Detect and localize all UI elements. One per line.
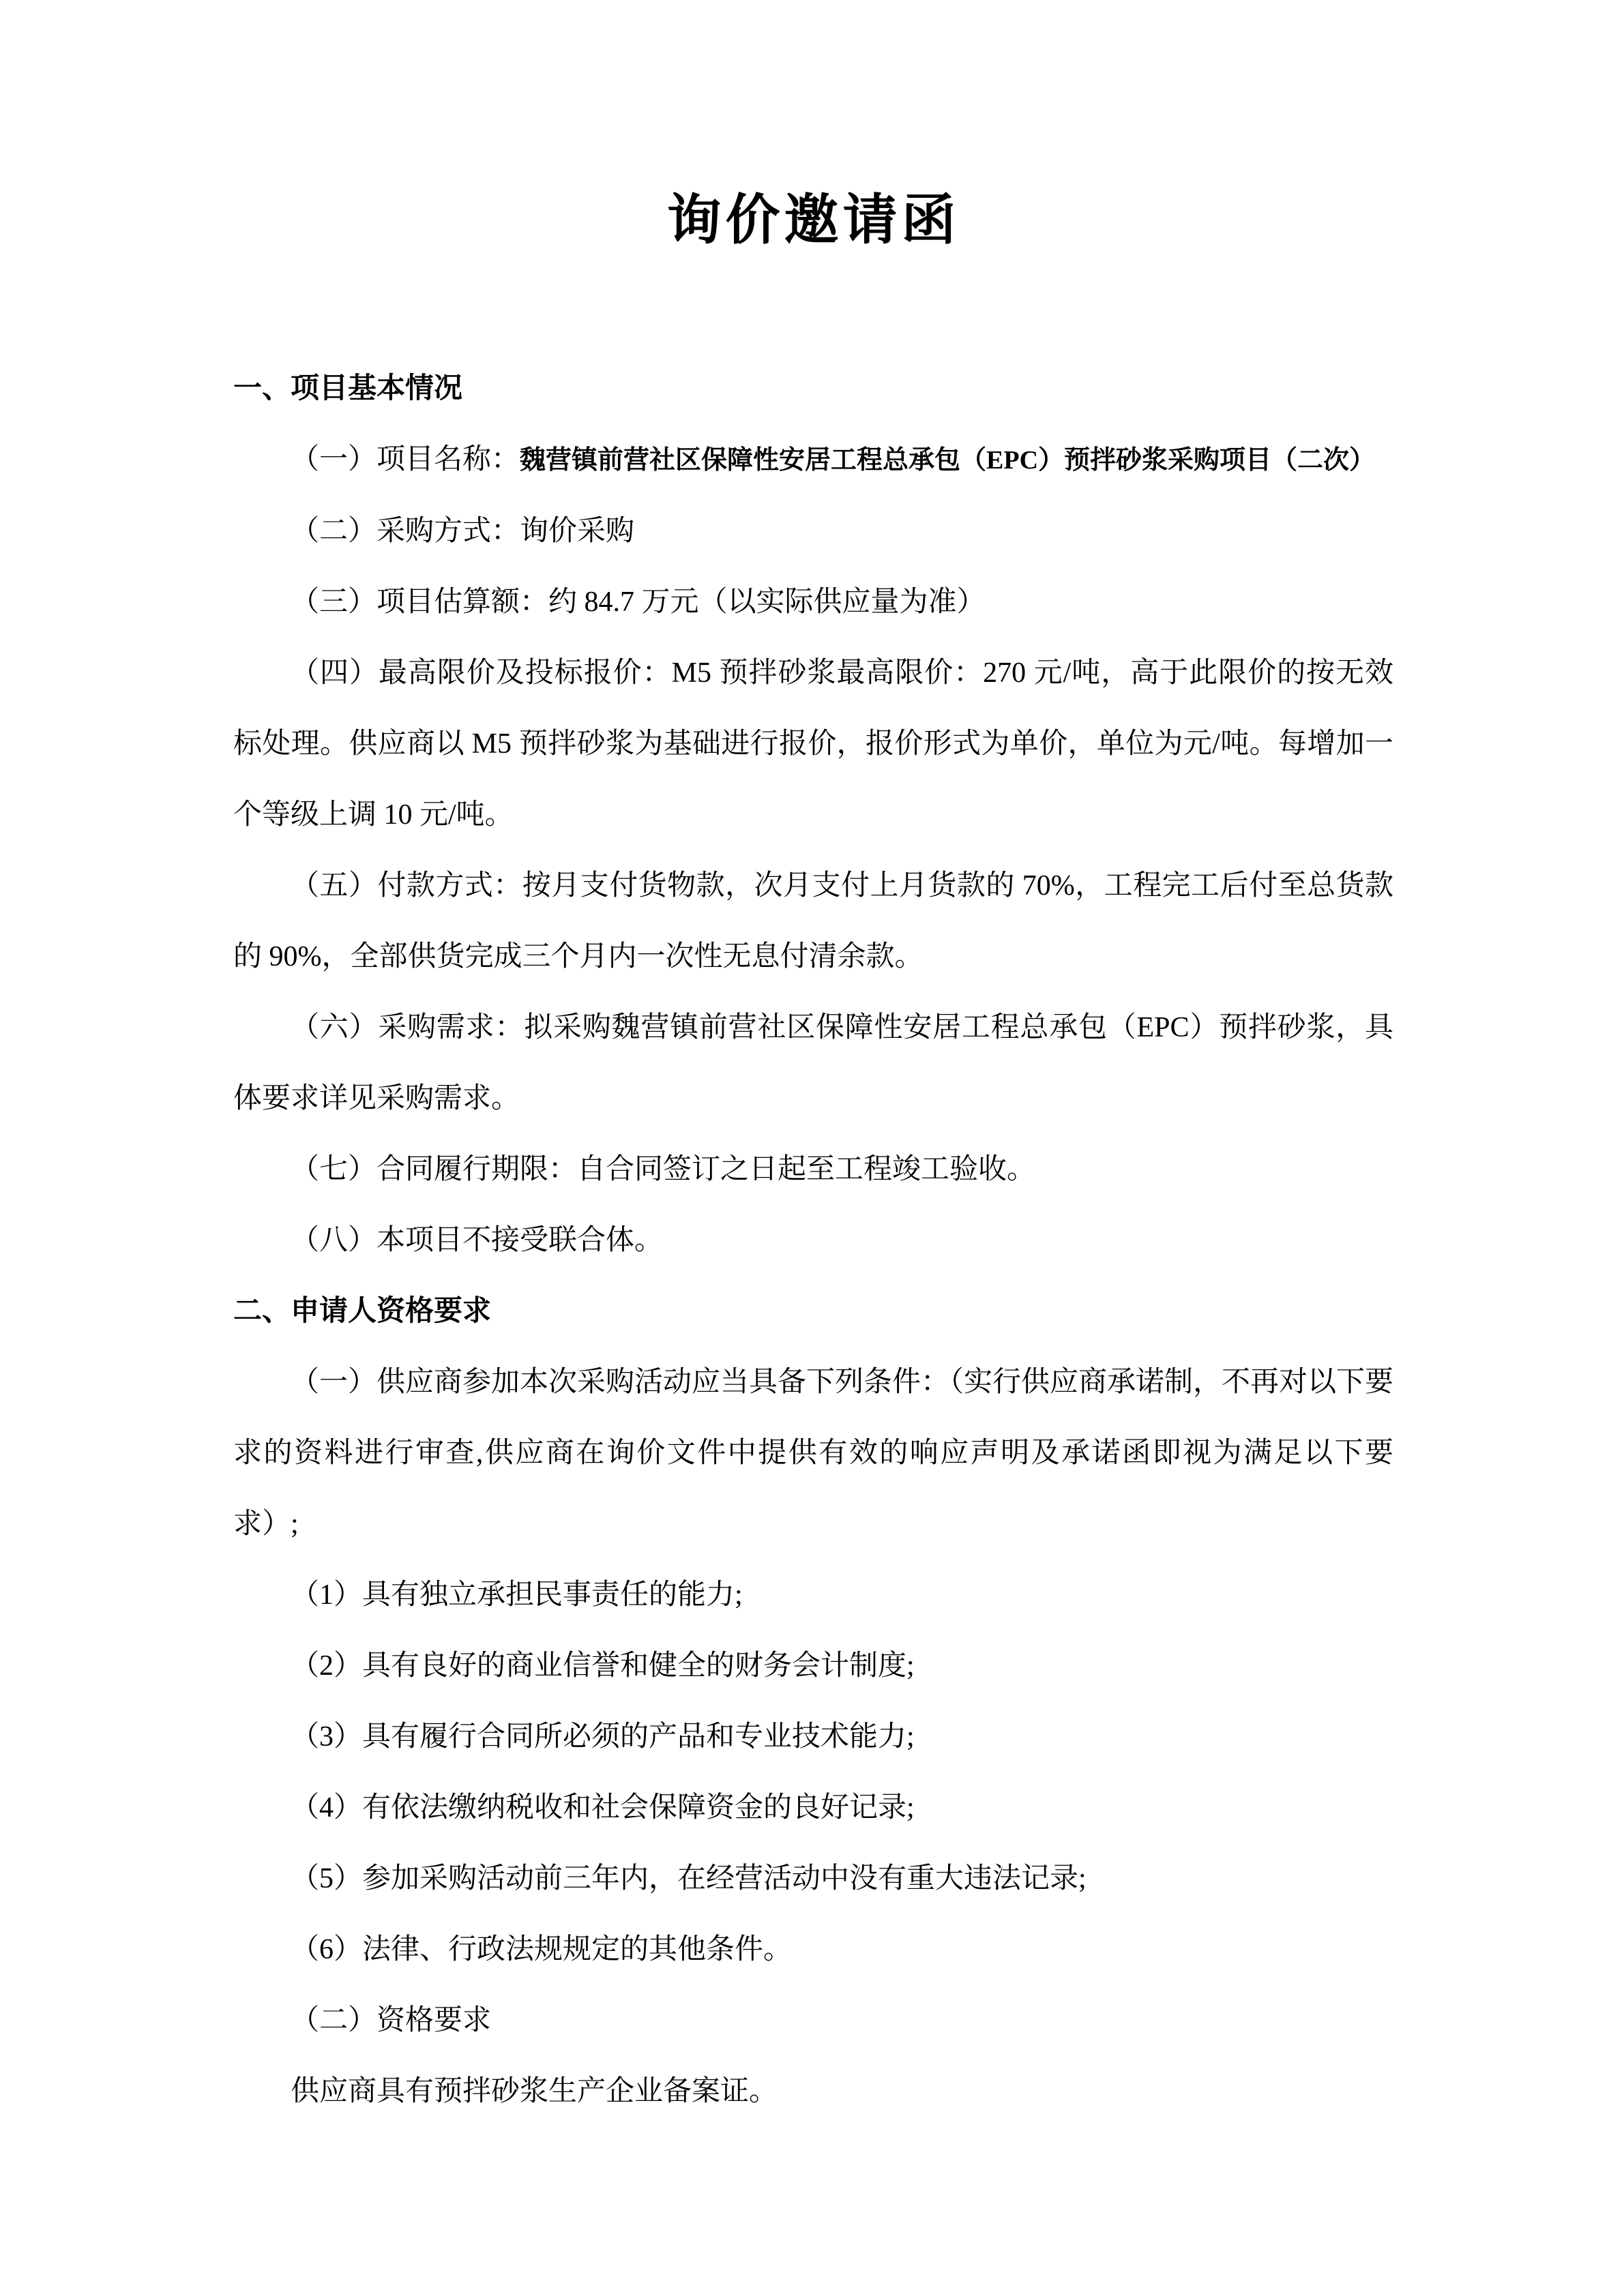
para-condition-2: （2）具有良好的商业信誉和健全的财务会计制度; [291,1650,915,1682]
section-heading-project-info: 一、项目基本情况 [233,373,463,404]
para-condition-1: （1）具有独立承担民事责任的能力; [291,1579,743,1611]
para-condition-6: （6）法律、行政法规规定的其他条件。 [291,1934,793,1965]
document-title: 询价邀请函 [666,191,960,251]
para-no-consortium: （八）本项目不接受联合体。 [291,1225,664,1256]
para-estimated-amount: （三）项目估算额：约 84.7 万元（以实际供应量为准） [291,586,986,618]
para-qualification-requirement-heading: （二）资格要求 [291,2005,492,2036]
para-supplier-conditions-intro: （一）供应商参加本次采购活动应当具备下列条件：（实行供应商承诺制，不再对以下要求的资料进行审查,供应商在询价文件中提供有效的响应声明及承诺函即视为满足以下要求）; [233,1367,1394,1540]
para-contract-period: （七）合同履行期限：自合同签订之日起至工程竣工验收。 [291,1154,1036,1185]
para-price-limit-and-bidding: （四）最高限价及投标报价：M5 预拌砂浆最高限价：270 元/吨，高于此限价的按无效标处理。供应商以 M5 预拌砂浆为基础进行报价，报价形式为单价，单位为元/吨。每增加一个等级上调 10 元/吨。 [233,657,1393,831]
para-project-name [233,424,1393,496]
project-name-value: 魏营镇前营社区保障性安居工程总承包（EPC）预拌砂浆采购项目（二次） [520,446,1376,475]
para-condition-5: （5）参加采购活动前三年内，在经营活动中没有重大违法记录; [291,1863,1087,1894]
para-qualification-detail: 供应商具有预拌砂浆生产企业备案证。 [291,2076,778,2107]
para-procurement-method: （二）采购方式：询价采购 [291,516,635,547]
para-payment-terms: （五）付款方式：按月支付货物款，次月支付上月货款的 70%，工程完工后付至总货款的 90%，全部供货完成三个月内一次性无息付清余款。 [233,870,1393,972]
para-procurement-requirements: （六）采购需求：拟采购魏营镇前营社区保障性安居工程总承包（EPC）预拌砂浆，具体要求详见采购需求。 [233,1012,1393,1114]
para-condition-3: （3）具有履行合同所必须的产品和专业技术能力; [291,1721,915,1753]
para-condition-4: （4）有依法缴纳税收和社会保障资金的良好记录; [291,1792,915,1823]
section-heading-applicant-qualifications: 二、申请人资格要求 [233,1296,492,1327]
project-name-label: （一）项目名称： [291,444,520,475]
